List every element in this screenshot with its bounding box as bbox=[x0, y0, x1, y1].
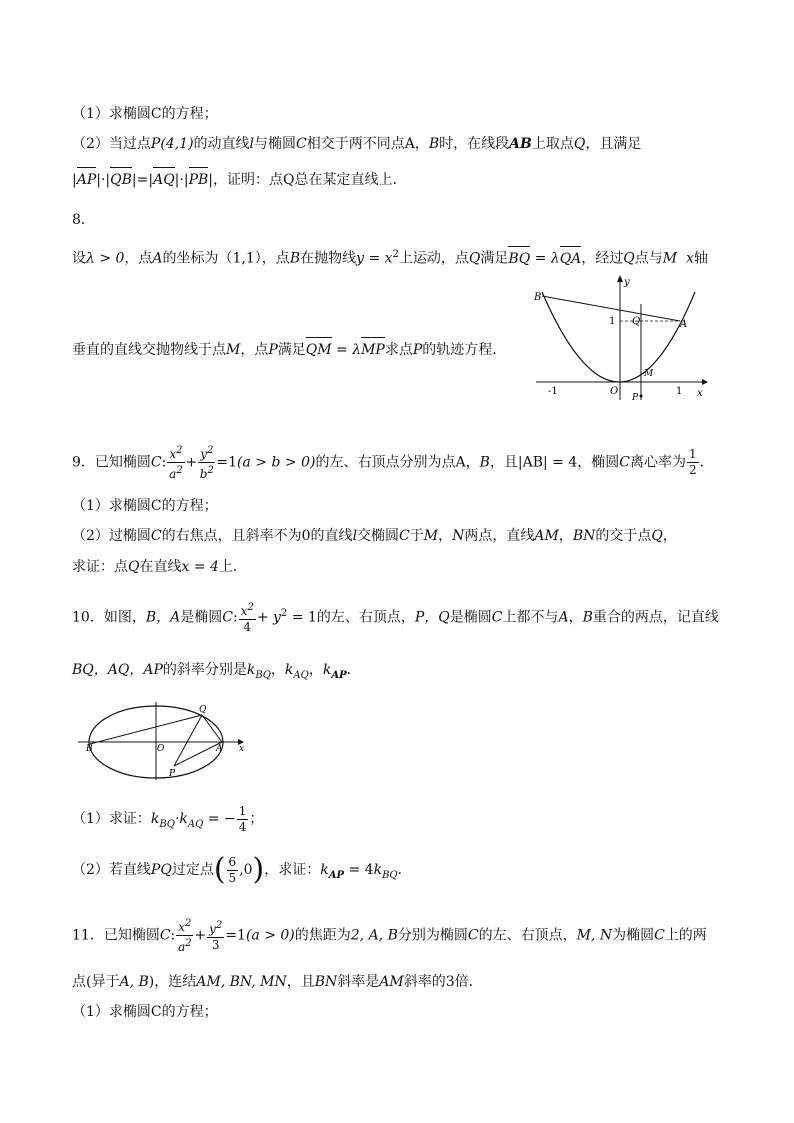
q9-part1: （1）求椭圆C的方程； bbox=[72, 498, 218, 514]
label-P: P bbox=[169, 769, 176, 779]
q9-part2-line1: （2）过椭圆C的右焦点，且斜率不为0的直线l交椭圆C于M，N两点，直线AM，BN的交于点Q， bbox=[72, 528, 677, 544]
parabola-curve bbox=[542, 292, 695, 382]
q10-line1: 10．如图，B，A是椭圆C: $\frac{x^2}{4}$ + $y^2 = 1$的左、右顶点，P，Q是椭圆C上都不与A，B重合的两点，记直线 bbox=[72, 602, 719, 635]
point-P bbox=[640, 395, 643, 398]
q8-line1: 设λ > 0，点A的坐标为（1,1），点B在抛物线$y = x^2$上运动，点Q满足BQ = λQA，经过Q点与M x轴 bbox=[72, 249, 708, 267]
q7-part1: （1）求椭圆C的方程； bbox=[72, 106, 218, 122]
label-y: y bbox=[624, 277, 630, 288]
q8-parabola-figure bbox=[530, 272, 710, 407]
q8-number: 8． bbox=[72, 212, 95, 228]
label-A: A bbox=[680, 319, 688, 330]
x-axis-arrow bbox=[702, 379, 708, 385]
label-Q: Q bbox=[632, 316, 641, 327]
label-O: O bbox=[157, 744, 165, 754]
label-M: M bbox=[644, 369, 654, 379]
y-axis-arrow bbox=[617, 275, 623, 282]
label-B: B bbox=[534, 292, 542, 303]
q7-part2-line1: （2）当过点P(4,1)的动直线l与椭圆C相交于两不同点A，B时，在线段AB上取点Q，且满足 bbox=[72, 136, 642, 152]
q11-line1: 11．已知椭圆C: $\frac{x^2}{a^2}$ + $\frac{y^2}{3}$ =1(a > 0)的焦距为2, A, B分别为椭圆C的左、右顶点，M, N为椭圆C上的两 bbox=[72, 918, 707, 954]
q10-line2: BQ，AQ，AP的斜率分别是$k_{BQ}$，$k_{AQ}$，$k_{AP}$． bbox=[72, 662, 361, 681]
q11-line2: 点(异于A, B)，连结AM, BN, MN，且BN斜率是AM斜率的3倍． bbox=[72, 974, 483, 990]
label-x: x bbox=[239, 744, 245, 754]
label-one-y: 1 bbox=[609, 316, 616, 327]
abs-vector-expression: |AP|·|QB|=|AQ|·|PB| bbox=[72, 172, 213, 188]
q11-part1: （1）求椭圆C的方程； bbox=[72, 1004, 218, 1020]
label-x: x bbox=[697, 388, 703, 399]
label-O: O bbox=[610, 386, 619, 397]
q8-line2: 垂直的直线交抛物线于点M，点P满足QM = λMP求点P的轨迹方程． bbox=[72, 342, 507, 358]
segment-BQ bbox=[90, 715, 202, 744]
segment-PA bbox=[174, 742, 222, 766]
label-B: B bbox=[86, 744, 93, 754]
label-P: P bbox=[632, 393, 639, 403]
q10-part1: （1）求证：$k_{BQ}\cdot k_{AQ}$ = − $\frac{1}{4}$ ； bbox=[72, 803, 264, 834]
label-A: A bbox=[216, 744, 223, 754]
q9-line1: 9．已知椭圆C: $\frac{x^2}{a^2}$ + $\frac{y^2}{b^2}$ =1(a > b > 0)的左、右顶点分别为点A，B，且|AB| = 4，椭圆C离心率为 $\frac{1}{2}$ ． bbox=[72, 445, 714, 481]
q9-part2-line2: 求证：点Q在直线x = 4上． bbox=[72, 559, 247, 575]
label-Q: Q bbox=[199, 705, 207, 715]
q10-part2: （2）若直线PQ过定点( $\frac{6}{5}$ ,0)，求证：$k_{AP} = 4k_{BQ}$． bbox=[72, 852, 412, 887]
q10-ellipse-figure bbox=[76, 700, 248, 782]
segment-QP bbox=[174, 715, 202, 766]
label-minus-one: -1 bbox=[548, 386, 558, 397]
q7-part2-line2: |AP|·|QB|=|AQ|·|PB|，证明：点Q总在某定直线上． bbox=[72, 172, 407, 188]
label-one-x: 1 bbox=[676, 386, 683, 397]
